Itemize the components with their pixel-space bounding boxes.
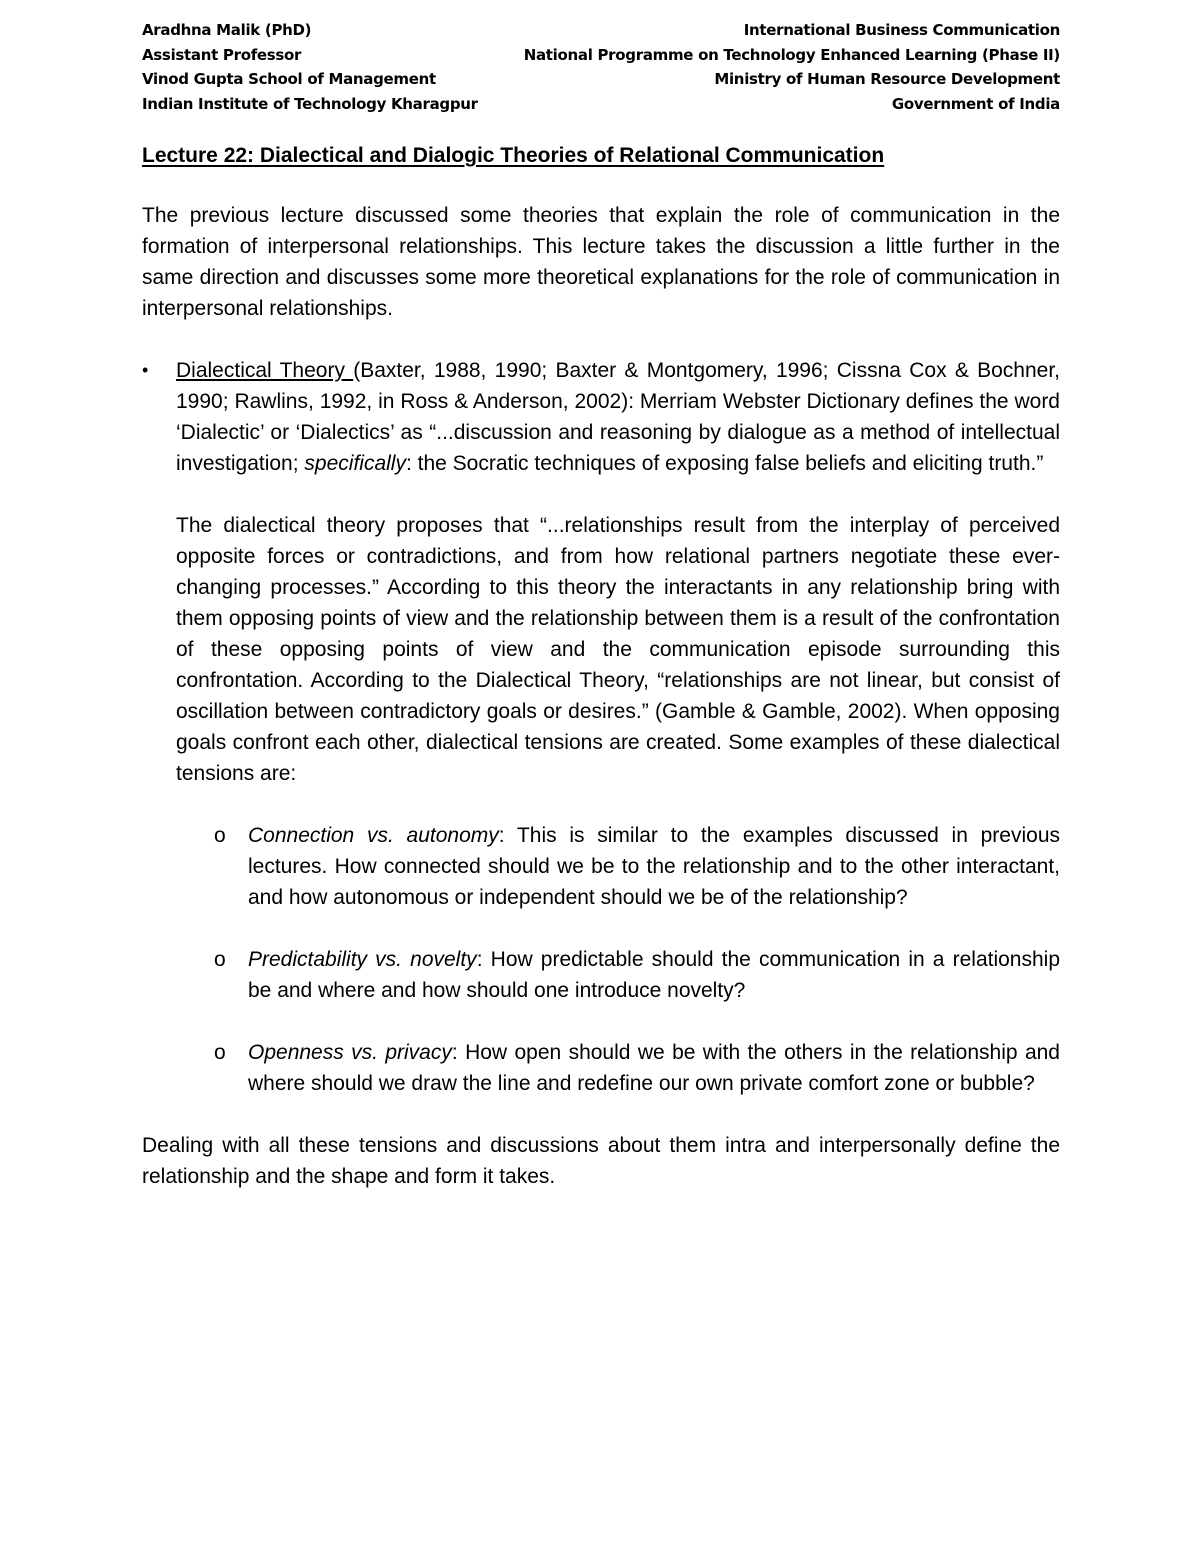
sub-item-description: : This is similar to the examples discussed in previous lectures. How connected should we be to the relationship and to the other interactant, and how autonomous or independent should we be of the relationship?	[248, 824, 1060, 909]
sub-item-text	[248, 944, 1060, 1006]
programme-name: National Programme on Technology Enhanced Learning (Phase II)	[523, 45, 1060, 64]
dialectical-theory-term: Dialectical Theory	[176, 359, 354, 382]
sub-item-text	[248, 820, 1060, 913]
bullet-text-emphasis: specifically	[304, 452, 406, 475]
institute-name: Indian Institute of Technology Kharagpur	[142, 94, 478, 113]
sub-item-description: : How predictable should the communication in a relationship be and where and how should one introduce novelty?	[248, 948, 1061, 1002]
sub-item-text	[248, 1037, 1060, 1099]
header-row	[142, 18, 1060, 43]
intro-paragraph: The previous lecture discussed some theories that explain the role of communication in the formation of interpersonal relationships. This lecture takes the discussion a little further in the same direction and discusses some more theoretical explanations for the role of communication in interpersonal relationships.	[142, 204, 1060, 320]
header-row	[142, 43, 1060, 68]
course-name: International Business Communication	[743, 21, 1060, 39]
bullet-text-b: : the Socratic techniques of exposing false beliefs and eliciting truth.”	[405, 452, 1044, 475]
school-name: Vinod Gupta School of Management	[142, 70, 436, 88]
bullet-text-a: (Baxter, 1988, 1990; Baxter & Montgomery, 1996; Cissna Cox & Bochner, 1990; Rawlins, 1992, in Ross & Anderson, 2002): Merriam Webster Dictionary defines the word ‘Dialectic’ or ‘Dialectics’ as “...discussion and reasoning by dialogue as a method of intellectual investigation;	[176, 359, 1060, 475]
government-name: Government of India	[891, 94, 1060, 113]
sub-item-openness-privacy	[142, 1037, 1060, 1099]
author-title: Assistant Professor	[142, 45, 302, 64]
sub-bullet-marker: o	[214, 1041, 226, 1064]
sub-item-connection-autonomy	[142, 820, 1060, 913]
bullet-paragraph	[176, 355, 1060, 479]
sub-item-predictability-novelty	[142, 944, 1060, 1006]
bullet-marker: •	[142, 360, 149, 380]
sub-item-term: Predictability vs. novelty	[248, 948, 477, 971]
dialectical-theory-paragraph: The dialectical theory proposes that “...relationships result from the interplay of perceived opposite forces or contradictions, and from how relational partners negotiate these ever-changing processes.” According to this theory the interactants in any relationship bring with them opposing points of view and the relationship between them is a result of the confrontation of these opposing points of view and the communication episode surrounding this confrontation. According to the Dialectical Theory, “relationships are not linear, but consist of oscillation between contradictory goals or desires.” (Gamble & Gamble, 2002). When opposing goals confront each other, dialectical tensions are created. Some examples of these dialectical tensions are:	[176, 514, 1060, 785]
author-name: Aradhna Malik (PhD)	[142, 21, 312, 39]
bullet-continuation	[142, 510, 1060, 789]
ministry-name: Ministry of Human Resource Development	[714, 70, 1060, 88]
sub-item-term: Connection vs. autonomy	[248, 824, 499, 847]
sub-item-term: Openness vs. privacy	[248, 1041, 452, 1064]
sub-bullet-marker: o	[214, 948, 226, 971]
sub-bullet-marker: o	[214, 824, 226, 847]
header-row	[142, 67, 1060, 92]
bullet-item-dialectical-theory	[142, 355, 1060, 479]
lecture-title: Lecture 22: Dialectical and Dialogic Theories of Relational Communication	[142, 144, 885, 167]
page-header	[142, 18, 1060, 116]
header-row	[142, 92, 1060, 117]
document-body	[142, 140, 1060, 1192]
sub-item-description: : How open should we be with the others in the relationship and where should we draw the line and redefine our own private comfort zone or bubble?	[248, 1041, 1060, 1095]
closing-paragraph: Dealing with all these tensions and discussions about them intra and interpersonally define the relationship and the shape and form it takes.	[142, 1134, 1060, 1188]
